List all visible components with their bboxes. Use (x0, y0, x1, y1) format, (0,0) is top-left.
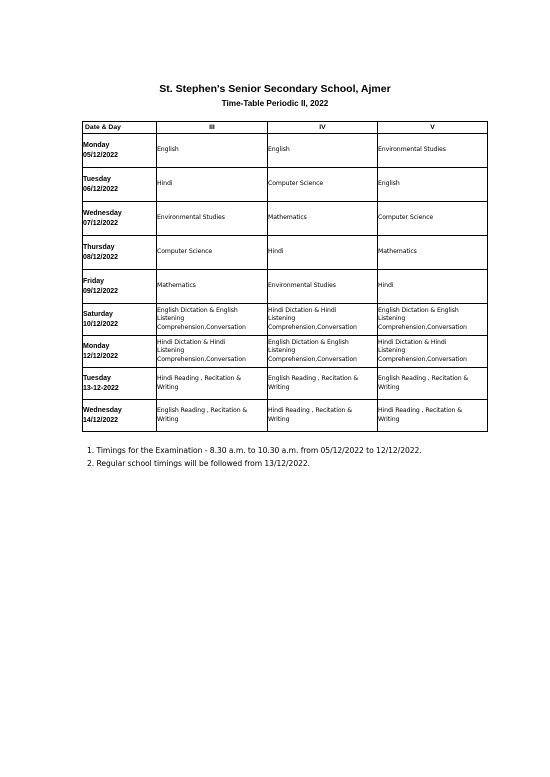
subject-cell-class-iv (268, 168, 378, 202)
subject-cell-class-iii (157, 202, 268, 236)
table-row (83, 368, 488, 400)
subject-cell-class-v (378, 336, 488, 368)
subject-line: Comprehension,Conversation (268, 355, 357, 363)
subject-text: Computer Science (157, 248, 213, 256)
subject-cell-class-iv (268, 368, 378, 400)
subject-cell-class-iv (268, 270, 378, 304)
subject-line: Comprehension,Conversation (157, 323, 246, 331)
table-row (83, 168, 488, 202)
subject-line: Hindi Dictation & Hindi (157, 338, 226, 346)
column-header-class-iii: III (157, 122, 268, 134)
subject-cell-class-v (378, 368, 488, 400)
subject-line: Listening (268, 347, 296, 355)
timetable (82, 121, 488, 432)
exam-date: 12/12/2022 (83, 352, 119, 360)
date-day-cell (83, 304, 157, 336)
table-row (83, 304, 488, 336)
subject-cell-class-iii (157, 400, 268, 432)
date-day-cell (83, 236, 157, 270)
exam-date: 06/12/2022 (83, 185, 119, 193)
subject-cell-class-v (378, 134, 488, 168)
subject-text: English (157, 146, 179, 154)
subject-cell-class-iii (157, 134, 268, 168)
subject-cell-class-iv (268, 400, 378, 432)
exam-date: 13-12-2022 (83, 384, 119, 392)
subject-line: Writing (157, 415, 179, 423)
subject-cell-class-iv (268, 236, 378, 270)
subject-cell-class-iii (157, 304, 268, 336)
exam-date: 14/12/2022 (83, 416, 119, 424)
subject-text: English (268, 146, 290, 154)
subject-cell-class-v (378, 168, 488, 202)
date-day-cell (83, 336, 157, 368)
subject-cell-class-v (378, 400, 488, 432)
column-header-class-iv: IV (268, 122, 378, 134)
day-name: Monday (83, 141, 110, 149)
subject-text: Computer Science (378, 214, 434, 222)
subject-line: Writing (378, 383, 400, 391)
subject-text: Mathematics (268, 214, 307, 222)
subject-line: Hindi Reading , Recitation & (268, 406, 352, 414)
subject-line: Comprehension,Conversation (378, 323, 467, 331)
date-day-cell (83, 270, 157, 304)
day-name: Monday (83, 342, 110, 350)
subject-line: Hindi Reading , Recitation & (378, 406, 462, 414)
subject-line: English Dictation & English (378, 306, 459, 314)
subject-line: Hindi Dictation & Hindi (378, 338, 447, 346)
subject-text: Environmental Studies (157, 214, 225, 222)
subject-line: Hindi Dictation & Hindi (268, 306, 337, 314)
subject-line: Comprehension,Conversation (378, 355, 467, 363)
subject-text: Hindi (157, 180, 173, 188)
subject-line: Writing (378, 415, 400, 423)
day-name: Friday (83, 277, 105, 285)
subject-line: Writing (268, 383, 290, 391)
date-day-cell (83, 400, 157, 432)
exam-date: 10/12/2022 (83, 320, 119, 328)
subject-cell-class-iii (157, 168, 268, 202)
exam-date: 07/12/2022 (83, 219, 119, 227)
day-name: Wednesday (83, 406, 122, 414)
exam-date: 05/12/2022 (83, 151, 119, 159)
subject-line: English Dictation & English (157, 306, 238, 314)
subject-cell-class-iii (157, 368, 268, 400)
table-row (83, 202, 488, 236)
subject-cell-class-v (378, 270, 488, 304)
subject-text: English (378, 180, 400, 188)
table-row (83, 270, 488, 304)
subject-line: Listening (157, 315, 185, 323)
subject-cell-class-v (378, 202, 488, 236)
column-header-date-day: Date & Day (83, 122, 157, 134)
subject-cell-class-iii (157, 236, 268, 270)
subject-line: Writing (268, 415, 290, 423)
subject-text: Environmental Studies (378, 146, 446, 154)
date-day-cell (83, 168, 157, 202)
subject-line: English Reading , Recitation & (378, 374, 469, 382)
day-name: Saturday (83, 310, 113, 318)
subject-cell-class-iii (157, 336, 268, 368)
note-item: 1. Timings for the Examination - 8.30 a.m. to 10.30 a.m. from 05/12/2022 to 12/12/2022. (87, 446, 422, 455)
day-name: Wednesday (83, 209, 122, 217)
exam-date: 09/12/2022 (83, 287, 119, 295)
day-name: Tuesday (83, 374, 111, 382)
table-row (83, 400, 488, 432)
subject-cell-class-iv (268, 202, 378, 236)
subject-cell-class-v (378, 304, 488, 336)
subject-cell-class-iv (268, 134, 378, 168)
subject-text: Environmental Studies (268, 282, 336, 290)
subject-cell-class-iv (268, 336, 378, 368)
notes (87, 444, 422, 470)
subject-line: Listening (378, 347, 406, 355)
subject-line: Comprehension,Conversation (268, 323, 357, 331)
header-row (83, 122, 488, 134)
subject-line: Listening (378, 315, 406, 323)
date-day-cell (83, 202, 157, 236)
subject-line: English Reading , Recitation & (268, 374, 359, 382)
day-name: Thursday (83, 243, 115, 251)
subject-text: Mathematics (378, 248, 417, 256)
document-title: St. Stephen's Senior Secondary School, Ajmer (159, 83, 391, 95)
subject-text: Hindi (268, 248, 284, 256)
note-item: 2. Regular school timings will be followed from 13/12/2022. (87, 459, 311, 468)
subject-line: Hindi Reading , Recitation & (157, 374, 241, 382)
subject-line: Comprehension,Conversation (157, 355, 246, 363)
subject-line: Listening (268, 315, 296, 323)
subject-cell-class-v (378, 236, 488, 270)
subject-line: English Reading , Recitation & (157, 406, 248, 414)
date-day-cell (83, 134, 157, 168)
document-subtitle: Time-Table Periodic II, 2022 (221, 99, 329, 108)
subject-line: English Dictation & English (268, 338, 349, 346)
table-row (83, 236, 488, 270)
subject-cell-class-iv (268, 304, 378, 336)
subject-line: Listening (157, 347, 185, 355)
subject-line: Writing (157, 383, 179, 391)
table-row (83, 336, 488, 368)
subject-cell-class-iii (157, 270, 268, 304)
day-name: Tuesday (83, 175, 111, 183)
subject-text: Hindi (378, 282, 394, 290)
subject-text: Computer Science (268, 180, 324, 188)
exam-date: 08/12/2022 (83, 253, 119, 261)
subject-text: Mathematics (157, 282, 196, 290)
column-header-class-v: V (378, 122, 488, 134)
date-day-cell (83, 368, 157, 400)
table-row (83, 134, 488, 168)
